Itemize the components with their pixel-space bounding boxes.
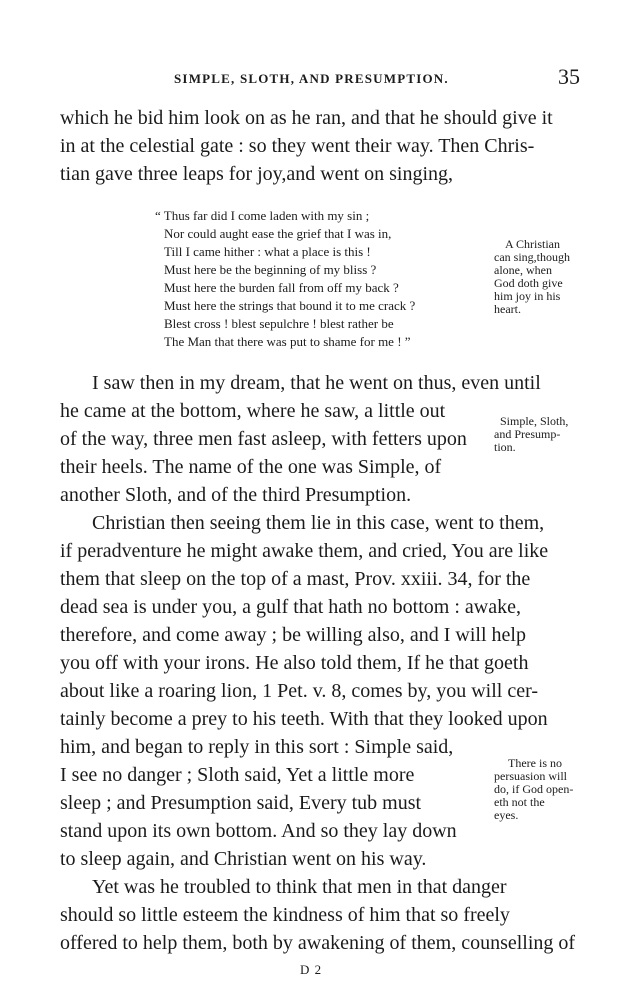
- text-line: sleep ; and Presumption said, Every tub must: [60, 792, 422, 814]
- margin-note-line: A Christian: [505, 237, 561, 251]
- running-title: SIMPLE, SLOTH, AND PRESUMPTION.: [174, 71, 449, 86]
- text-line: he came at the bottom, where he saw, a little out: [60, 400, 446, 422]
- margin-note-line: Simple, Sloth,: [500, 414, 569, 428]
- margin-note-line: eyes.: [494, 808, 519, 822]
- margin-note-line: can sing,though: [494, 250, 570, 264]
- text-line: stand upon its own bottom. And so they lay down: [60, 820, 457, 842]
- verse-line: Till I came hither : what a place is this !: [164, 244, 371, 259]
- margin-note-line: do, if God open-: [494, 782, 574, 796]
- signature-mark: D 2: [300, 962, 323, 977]
- verse-line: Nor could aught ease the grief that I was in,: [164, 226, 392, 241]
- text-line: him, and began to reply in this sort : Simple said,: [60, 736, 454, 758]
- text-line: which he bid him look on as he ran, and that he should give it: [60, 107, 553, 129]
- text-line: of the way, three men fast asleep, with fetters upon: [60, 428, 467, 450]
- verse-line: Must here be the beginning of my bliss ?: [164, 262, 377, 277]
- text-line: should so little esteem the kindness of him that so freely: [60, 904, 510, 926]
- text-line: tainly become a prey to his teeth. With that they looked upon: [60, 708, 548, 730]
- margin-note-line: eth not the: [494, 795, 545, 809]
- text-line: tian gave three leaps for joy,and went on singing,: [60, 163, 454, 185]
- margin-note-line: God doth give: [494, 276, 563, 290]
- text-line: about like a roaring lion, 1 Pet. v. 8, comes by, you will cer-: [60, 680, 539, 702]
- margin-note-line: tion.: [494, 440, 516, 454]
- text-line: to sleep again, and Christian went on his way.: [60, 848, 427, 870]
- verse-line: “ Thus far did I come laden with my sin ;: [155, 208, 370, 223]
- text-line: I see no danger ; Sloth said, Yet a little more: [60, 764, 415, 786]
- text-line: Christian then seeing them lie in this case, went to them,: [92, 512, 545, 534]
- margin-note-line: persuasion will: [494, 769, 567, 783]
- verse-line: The Man that there was put to shame for me ! ”: [164, 334, 411, 349]
- text-line: you off with your irons. He also told them, If he that goeth: [60, 652, 529, 674]
- text-line: another Sloth, and of the third Presumption.: [60, 484, 412, 506]
- margin-note-line: alone, when: [494, 263, 552, 277]
- text-line: dead sea is under you, a gulf that hath no bottom : awake,: [60, 596, 521, 618]
- text-line: if peradventure he might awake them, and cried, You are like: [60, 540, 549, 562]
- text-line: Yet was he troubled to think that men in that danger: [92, 876, 507, 898]
- margin-note-line: and Presump-: [494, 427, 561, 441]
- running-head: [92, 64, 580, 90]
- verse-line: Must here the strings that bound it to me crack ?: [164, 298, 416, 313]
- text-line: therefore, and come away ; be willing also, and I will help: [60, 624, 526, 646]
- margin-note-line: him joy in his: [494, 289, 561, 303]
- verse-line: Must here the burden fall from off my back ?: [164, 280, 399, 295]
- margin-note-line: There is no: [508, 756, 562, 770]
- text-line: their heels. The name of the one was Simple, of: [60, 456, 442, 478]
- text-line: I saw then in my dream, that he went on thus, even until: [92, 372, 541, 394]
- text-line: in at the celestial gate : so they went their way. Then Chris-: [60, 135, 535, 157]
- verse-line: Blest cross ! blest sepulchre ! blest rather be: [164, 316, 394, 331]
- page-number: 35: [558, 64, 580, 89]
- text-line: offered to help them, both by awakening of them, counselling of: [60, 932, 576, 954]
- text-line: them that sleep on the top of a mast, Prov. xxiii. 34, for the: [60, 568, 531, 590]
- margin-note-line: heart.: [494, 302, 521, 316]
